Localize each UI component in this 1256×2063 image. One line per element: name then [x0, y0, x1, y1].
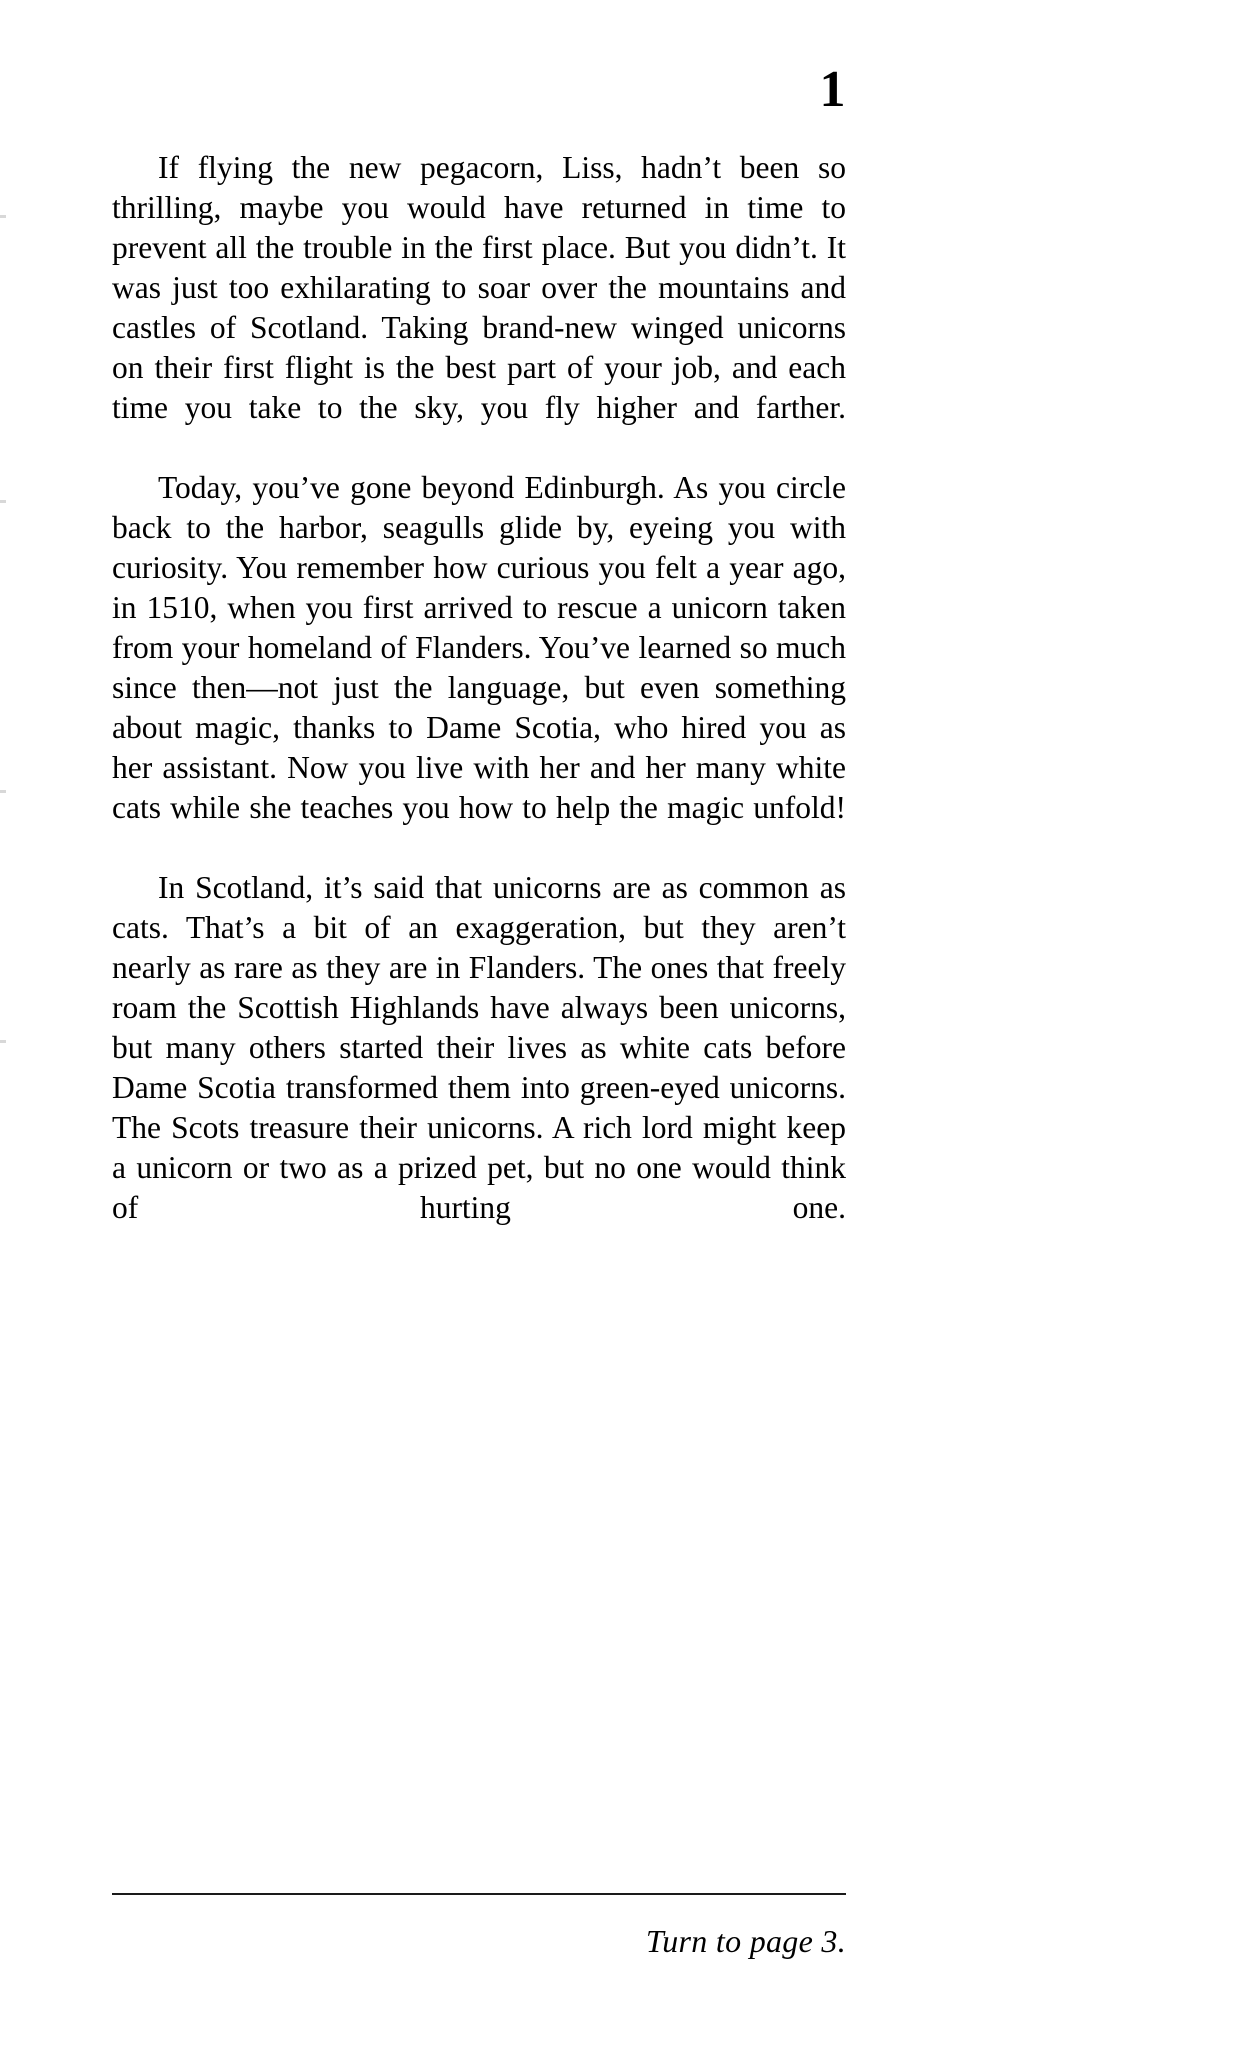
page-footer [112, 1893, 846, 1961]
scan-edge-artifact [0, 215, 6, 218]
turn-to-page-note: Turn to page 3. [645, 1923, 846, 1959]
paragraph: Today, you’ve gone beyond Edinburgh. As you circle back to the harbor, seagulls glide by, eyeing you with curiosity. You remember how curious you felt a year ago, in 1510, when you first arrived to rescue a unicorn taken from your homeland of Flanders. You’ve learned so much since then—not just the language, but even something about magic, thanks to Dame Scotia, who hired you as her assistant. Now you live with her and her many white cats while she teaches you how to help the magic unfold! [112, 470, 846, 825]
paragraph: If flying the new pegacorn, Liss, hadn’t been so thrilling, maybe you would have returned in time to prevent all the trouble in the first place. But you didn’t. It was just too exhilarating to soar over the mountains and castles of Scotland. Taking brand-new winged unicorns on their first flight is the best part of your job, and each time you take to the sky, you fly higher and farther. [112, 150, 846, 425]
scan-edge-artifact [0, 1040, 6, 1043]
scan-edge-artifact [0, 500, 6, 503]
footer-divider [112, 1893, 846, 1895]
page-number: 1 [819, 61, 846, 118]
paragraph: In Scotland, it’s said that unicorns are as common as cats. That’s a bit of an exaggeration, but they aren’t nearly as rare as they are in Flanders. The ones that freely roam the Scottish Highlands have always been unicorns, but many others started their lives as white cats before Dame Scotia transformed them into green-eyed unicorns. The Scots treasure their unicorns. A rich lord might keep a unicorn or two as a prized pet, but no one would think of hurting one. [112, 870, 846, 1225]
scan-edge-artifact [0, 790, 6, 793]
body-text [112, 148, 846, 1268]
